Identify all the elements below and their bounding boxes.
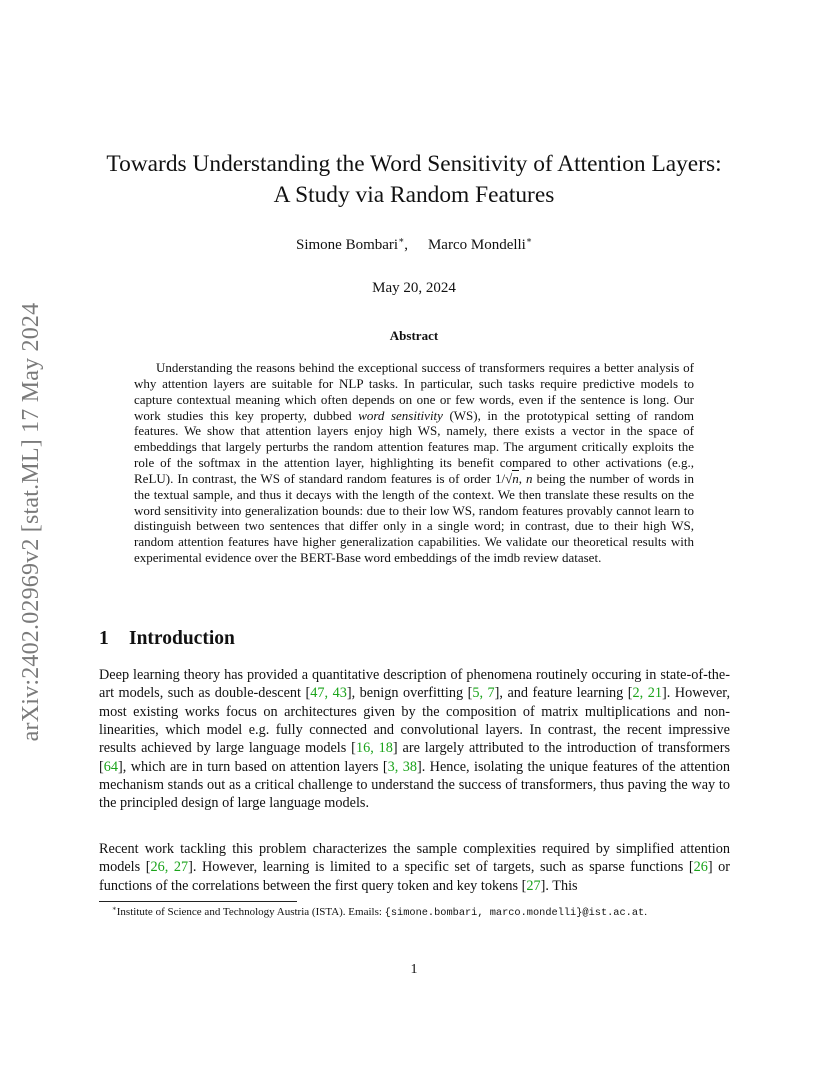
- paragraph-text: Deep learning theory has provided a quantitative description of phenomena routinely occuring in state-of-the-art models, such as double-descent [: [99, 667, 730, 702]
- citation-link[interactable]: 16, 18: [355, 740, 393, 757]
- paragraph-text: ]. However, learning is limited to a specific set of targets, such as sparse functions [: [188, 859, 694, 876]
- paragraph-text: ], and feature learning [: [494, 685, 633, 702]
- paragraph-text: ], benign overfitting [: [346, 685, 473, 702]
- section-number: 1: [99, 628, 109, 649]
- section-title: Introduction: [129, 628, 235, 649]
- author-list: [0, 237, 828, 254]
- arxiv-stamp-text: arXiv:2402.02969v2 [stat.ML] 17 May 2024: [18, 302, 44, 742]
- footnote-text: .: [644, 906, 647, 918]
- intro-paragraph: [99, 666, 730, 813]
- math-variable: n: [512, 470, 519, 486]
- title-line-2: A Study via Random Features: [273, 182, 555, 208]
- author-separator: ,: [404, 237, 408, 253]
- footnote-mark: ∗: [112, 904, 117, 913]
- footnote-emails: {simone.bombari, marco.mondelli}@ist.ac.at: [384, 907, 645, 919]
- abstract-text: Understanding the reasons behind the exceptional success of transformers requires a better analysis of why attention layers are suitable for NLP tasks. In particular, such tasks require predictive models to capture contextual meaning which often depends on one or few words, even if the sentence is long. Our work studies this key property, dubbed: [134, 360, 694, 423]
- footnote-rule: [99, 901, 297, 902]
- citation-link[interactable]: 47, 43: [310, 685, 347, 702]
- intro-paragraph: [99, 840, 730, 895]
- math-sqrt: 1/√: [494, 470, 513, 486]
- title-line-1: Towards Understanding the Word Sensitivity of Attention Layers:: [106, 151, 722, 177]
- math-variable: n: [526, 470, 533, 486]
- abstract-body: [134, 360, 694, 566]
- paragraph-text: ]. This: [540, 877, 578, 894]
- author-affiliation-mark: ∗: [525, 235, 532, 245]
- footnote: [112, 906, 742, 920]
- footnote-text: Institute of Science and Technology Austria (ISTA). Emails:: [116, 906, 385, 918]
- paragraph-text: Recent work tackling this problem characterizes the sample complexities required by simplified attention models [: [99, 841, 730, 876]
- abstract-text: (WS), in the prototypical setting of random features. We show that attention layers enjoy high WS, namely, there exists a vector in the space of embeddings that largely perturbs the random attention features map. The argument critically exploits the role of the softmax in the attention layer, highlighting its benefit compared to other activations (e.g., ReLU). In contrast, the WS of standard random features is of order: [134, 407, 694, 486]
- citation-link[interactable]: 2, 21: [632, 685, 662, 702]
- author-name: Marco Mondelli: [427, 237, 526, 253]
- abstract-heading: Abstract: [389, 328, 439, 343]
- citation-link[interactable]: 26: [693, 859, 708, 876]
- paragraph-text: ]. Hence, isolating the unique features of the attention mechanism stands out as a critical challenge to understand the success of transformers, thus paving the way to the principled design of large language models.: [99, 758, 731, 812]
- page-number: 1: [410, 962, 418, 977]
- abstract-text: being the number of words in the textual sample, and thus it decays with the length of the context. We then translate these results on the word sensitivity into generalization bounds: due to their low WS, random features provably cannot learn to distinguish between two sentences that differ only in a single word; in contrast, due to their high WS, random attention features have higher generalization capabilities. We validate our theoretical results with experimental evidence over the BERT-Base word embeddings of the imdb review dataset.: [134, 470, 695, 566]
- paragraph-text: ] or functions of the correlations between the first query token and key tokens [: [99, 859, 730, 894]
- citation-link[interactable]: 3, 38: [387, 758, 417, 775]
- citation-link[interactable]: 5, 7: [472, 685, 495, 702]
- arxiv-stamp: [18, 272, 58, 772]
- paragraph-text: ]. However, most existing works focus on architectures given by the composition of matrix multiplications and non-linearities, which model e.g. fully connected and convolutional layers. In contrast, the recent impressive results achieved by large language models [: [99, 685, 731, 757]
- citation-link[interactable]: 27: [526, 877, 541, 894]
- paper-title: [60, 149, 768, 211]
- abstract-term: word sensitivity: [358, 407, 443, 423]
- citation-link[interactable]: 64: [103, 758, 118, 775]
- section-heading: [99, 628, 235, 650]
- citation-link[interactable]: 26, 27: [150, 859, 189, 876]
- author-affiliation-mark: ∗: [398, 235, 405, 245]
- paragraph-text: ], which are in turn based on attention layers [: [118, 758, 388, 775]
- author-name: Simone Bombari: [296, 237, 399, 253]
- paper-date: May 20, 2024: [372, 280, 456, 296]
- paragraph-text: ] are largely attributed to the introduction of transformers [: [99, 740, 731, 775]
- math-order: 1/√n, n: [494, 470, 533, 486]
